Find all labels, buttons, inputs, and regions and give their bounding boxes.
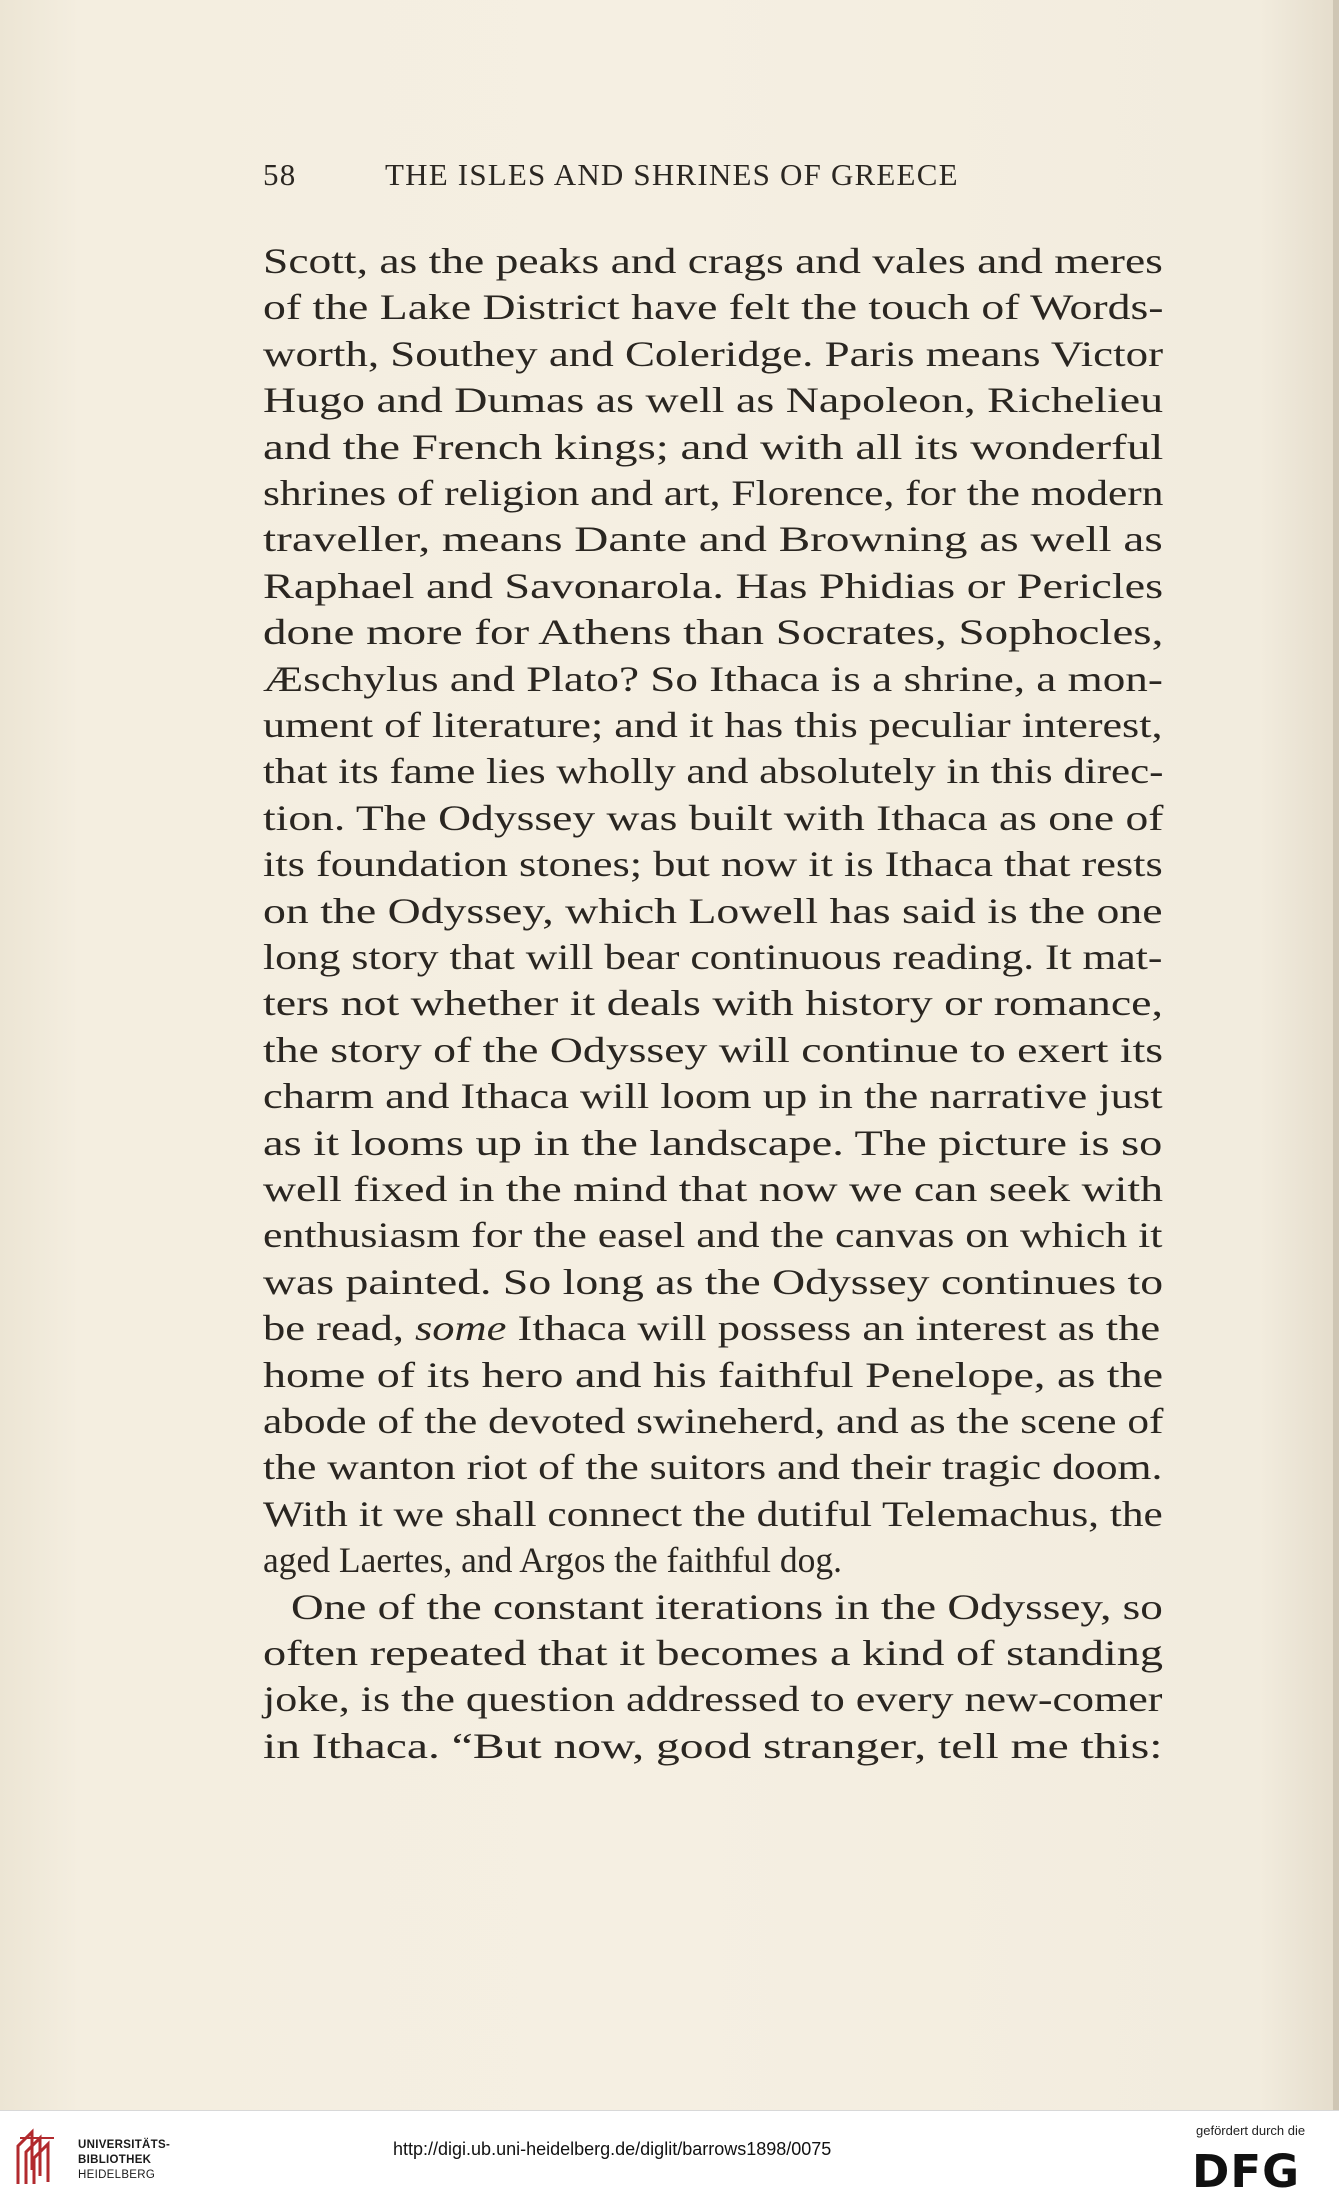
text-line: Æschylus and Plato? So Ithaca is a shrine, a mon- xyxy=(263,658,1163,699)
text-line: done more for Athens than Socrates, Sophocles, xyxy=(263,612,1164,653)
text-line: With it we shall connect the dutiful Telemachus, the xyxy=(263,1493,1163,1534)
text-line: joke, is the question addressed to every new-comer xyxy=(263,1679,1163,1720)
running-title: THE ISLES AND SHRINES OF GREECE xyxy=(385,157,959,192)
text-line: be read, some Ithaca will possess an interest as the xyxy=(263,1308,1161,1349)
text-line: ters not whether it deals with history or romance, xyxy=(263,983,1163,1024)
permalink-url[interactable]: http://digi.ub.uni-heidelberg.de/diglit/barrows1898/0075 xyxy=(393,2139,832,2159)
text-line: traveller, means Dante and Browning as well as xyxy=(263,519,1163,560)
text-line: often repeated that it becomes a kind of standing xyxy=(263,1633,1164,1673)
text-line: enthusiasm for the easel and the canvas on which it xyxy=(263,1215,1163,1256)
library-name-line: HEIDELBERG xyxy=(78,2169,156,2181)
emphasis-word: some xyxy=(414,1308,507,1349)
text-line: abode of the devoted swineherd, and as the scene of xyxy=(263,1401,1164,1441)
text-line: its foundation stones; but now it is Ithaca that rests xyxy=(263,844,1163,885)
text-line: Hugo and Dumas as well as Napoleon, Richelieu xyxy=(263,380,1164,421)
text-line: aged Laertes, and Argos the faithful dog. xyxy=(263,1540,843,1581)
funded-by-label: gefördert durch die xyxy=(1196,2123,1306,2138)
text-line: as it looms up in the landscape. The picture is so xyxy=(263,1122,1163,1163)
viewer-footer xyxy=(0,2110,1339,2207)
text-line: in Ithaca. “But now, good stranger, tell me this: xyxy=(263,1725,1163,1766)
page-number: 58 xyxy=(263,157,297,192)
text-line: long story that will bear continuous reading. It mat- xyxy=(263,937,1163,977)
text-line: of the Lake District have felt the touch of Words- xyxy=(263,287,1164,328)
text-line: tion. The Odyssey was built with Ithaca as one of xyxy=(263,797,1164,838)
text-line: home of its hero and his faithful Penelope, as the xyxy=(263,1354,1164,1395)
text-line: and the French kings; and with all its wonderful xyxy=(263,426,1164,467)
dfg-logo: DFG xyxy=(1192,2145,1301,2198)
library-logo-icon xyxy=(14,2124,66,2188)
text-line: charm and Ithaca will loom up in the narrative just xyxy=(263,1076,1163,1117)
text-line: Raphael and Savonarola. Has Phidias or Pericles xyxy=(263,565,1164,606)
text-line: shrines of religion and art, Florence, for the modern xyxy=(263,473,1164,513)
page-header xyxy=(263,157,1039,201)
text-line: One of the constant iterations in the Odyssey, so xyxy=(291,1586,1163,1627)
text-line: that its fame lies wholly and absolutely in this direc- xyxy=(263,751,1164,792)
text-line: the wanton riot of the suitors and their tragic doom. xyxy=(263,1447,1163,1488)
library-name-line: BIBLIOTHEK xyxy=(78,2154,152,2166)
text-line: the story of the Odyssey will continue to exert its xyxy=(263,1029,1164,1070)
text-line: was painted. So long as the Odyssey continues to xyxy=(263,1261,1164,1302)
text-line: ument of literature; and it has this peculiar interest, xyxy=(263,705,1163,745)
text-line: worth, Southey and Coleridge. Paris means Victor xyxy=(263,333,1164,374)
library-name-line: UNIVERSITÄTS- xyxy=(78,2139,171,2151)
text-line: well fixed in the mind that now we can seek with xyxy=(263,1169,1164,1209)
text-line: Scott, as the peaks and crags and vales and meres xyxy=(263,241,1163,281)
text-line: on the Odyssey, which Lowell has said is the one xyxy=(263,890,1163,931)
